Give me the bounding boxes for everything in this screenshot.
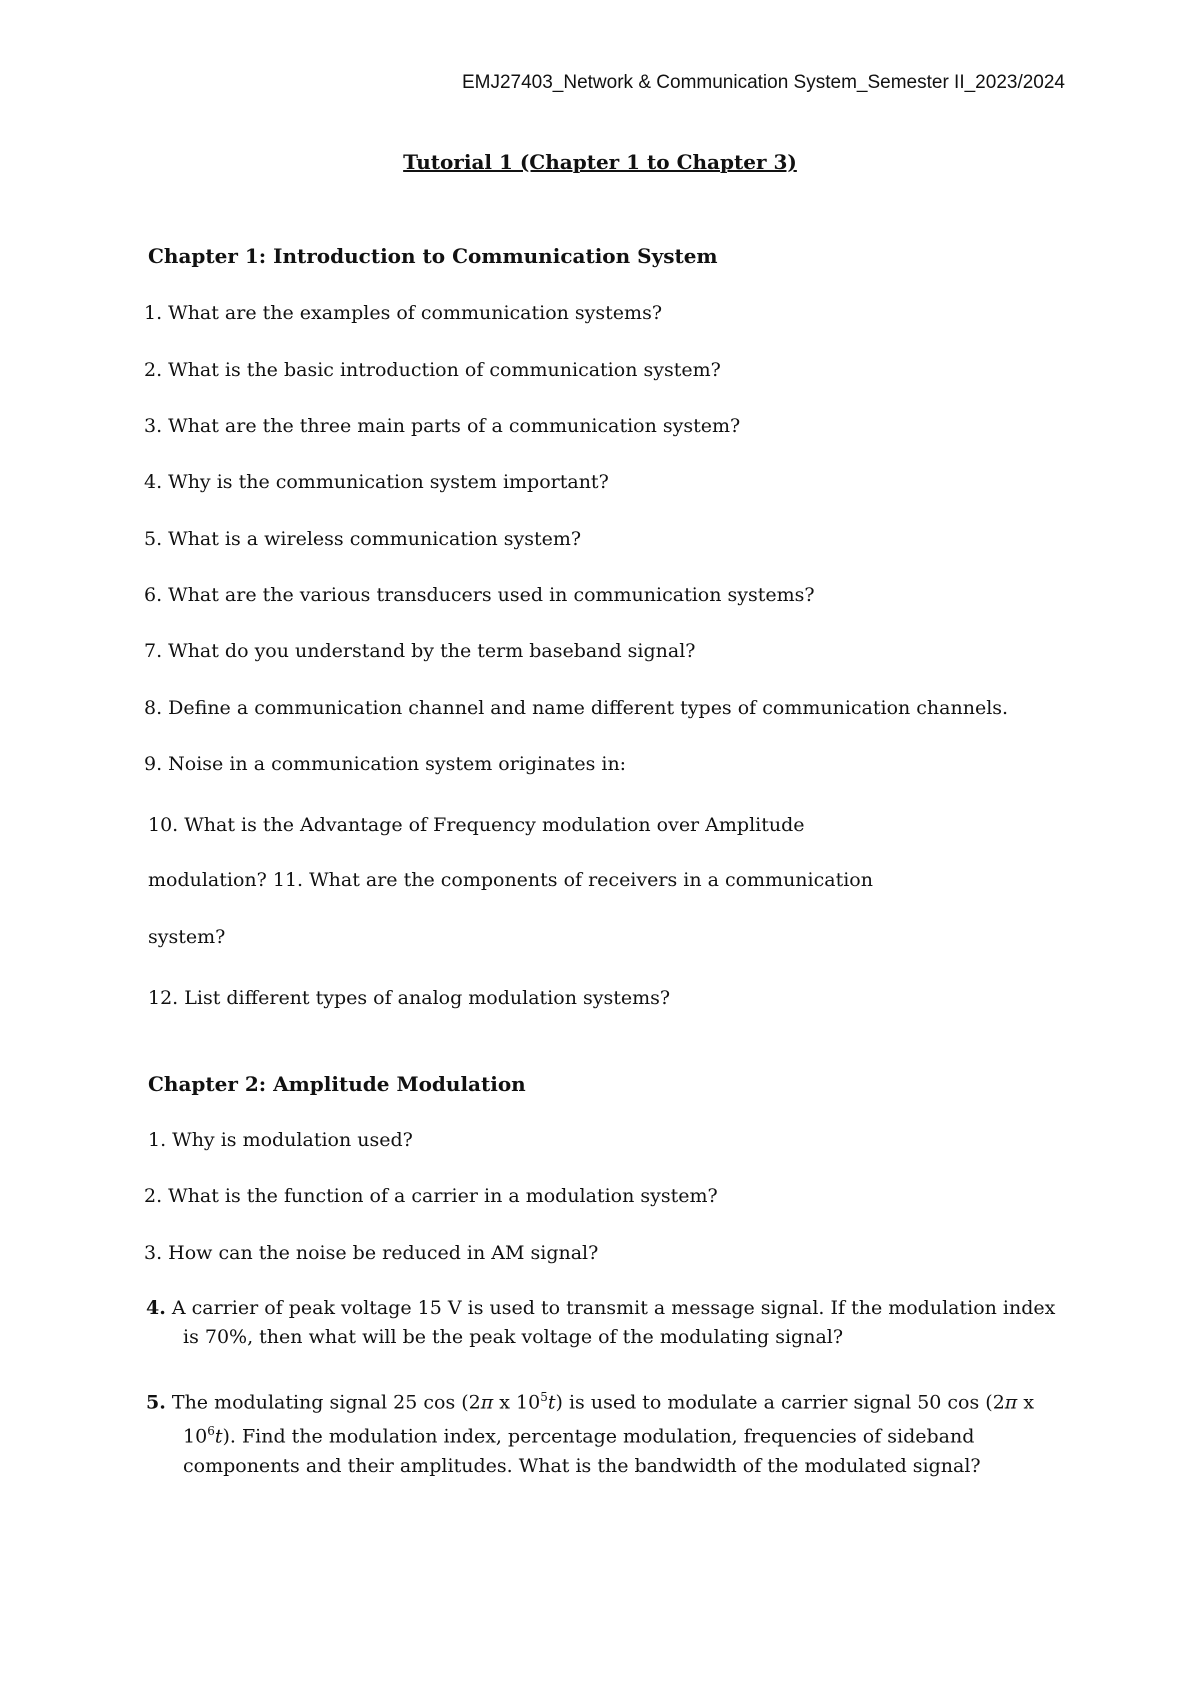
ch2-question: 1. Why is modulation used? <box>148 1129 413 1151</box>
ch1-question: 12. List different types of analog modulation systems? <box>148 987 671 1009</box>
question-text: A carrier of peak voltage 15 V is used to transmit a message signal. If the modulation index <box>171 1297 1056 1319</box>
ch2-question-4 <box>146 1294 1066 1352</box>
pi-symbol: π <box>480 1391 494 1414</box>
chapter1-heading: Chapter 1: Introduction to Communication System <box>148 244 718 268</box>
question-text: components and their amplitudes. What is the bandwidth of the modulated signal? <box>183 1454 981 1477</box>
ch1-question: 7. What do you understand by the term baseband signal? <box>144 640 696 662</box>
ch1-question: 1. What are the examples of communication systems? <box>144 302 663 324</box>
ch1-question: 5. What is a wireless communication system? <box>144 528 582 550</box>
course-header: EMJ27403_Network & Communication System_Semester II_2023/2024 <box>461 72 1065 93</box>
ch2-question-5 <box>146 1383 1068 1481</box>
question-text: The modulating signal 25 cos (2 <box>171 1391 481 1414</box>
question-number: 5. <box>146 1391 166 1414</box>
question-number: 4. <box>146 1297 166 1319</box>
ch1-question: modulation? 11. What are the components of receivers in a communication <box>148 869 873 891</box>
ch1-question: 10. What is the Advantage of Frequency modulation over Amplitude <box>148 814 805 836</box>
ch2-question: 3. How can the noise be reduced in AM signal? <box>144 1242 599 1264</box>
ch1-question: system? <box>148 926 226 948</box>
ch1-question: 4. Why is the communication system important? <box>144 471 609 493</box>
question-text: x <box>1017 1391 1035 1414</box>
ch1-question: 9. Noise in a communication system originates in: <box>144 753 627 775</box>
ch1-question: 2. What is the basic introduction of communication system? <box>144 359 721 381</box>
time-variable: t <box>547 1391 556 1414</box>
time-variable: t <box>214 1425 223 1448</box>
ch1-question: 6. What are the various transducers used in communication systems? <box>144 584 815 606</box>
question-text: x 10 <box>493 1391 541 1414</box>
chapter2-heading: Chapter 2: Amplitude Modulation <box>148 1072 526 1096</box>
ch1-question: 8. Define a communication channel and name different types of communication channels. <box>144 697 1009 719</box>
exponent: 6 <box>207 1424 215 1439</box>
question-text: 10 <box>183 1425 208 1448</box>
ch1-question: 3. What are the three main parts of a communication system? <box>144 415 741 437</box>
exponent: 5 <box>540 1390 548 1404</box>
tutorial-title: Tutorial 1 (Chapter 1 to Chapter 3) <box>403 150 797 174</box>
question-text: is 70%, then what will be the peak voltage of the modulating signal? <box>183 1326 844 1348</box>
ch2-question: 2. What is the function of a carrier in a modulation system? <box>144 1185 718 1207</box>
question-text: ) is used to modulate a carrier signal 50 cos (2 <box>555 1391 1005 1414</box>
question-text: ). Find the modulation index, percentage modulation, frequencies of sideband <box>222 1425 975 1448</box>
pi-symbol: π <box>1004 1391 1018 1414</box>
question-continuation <box>146 1417 1068 1451</box>
